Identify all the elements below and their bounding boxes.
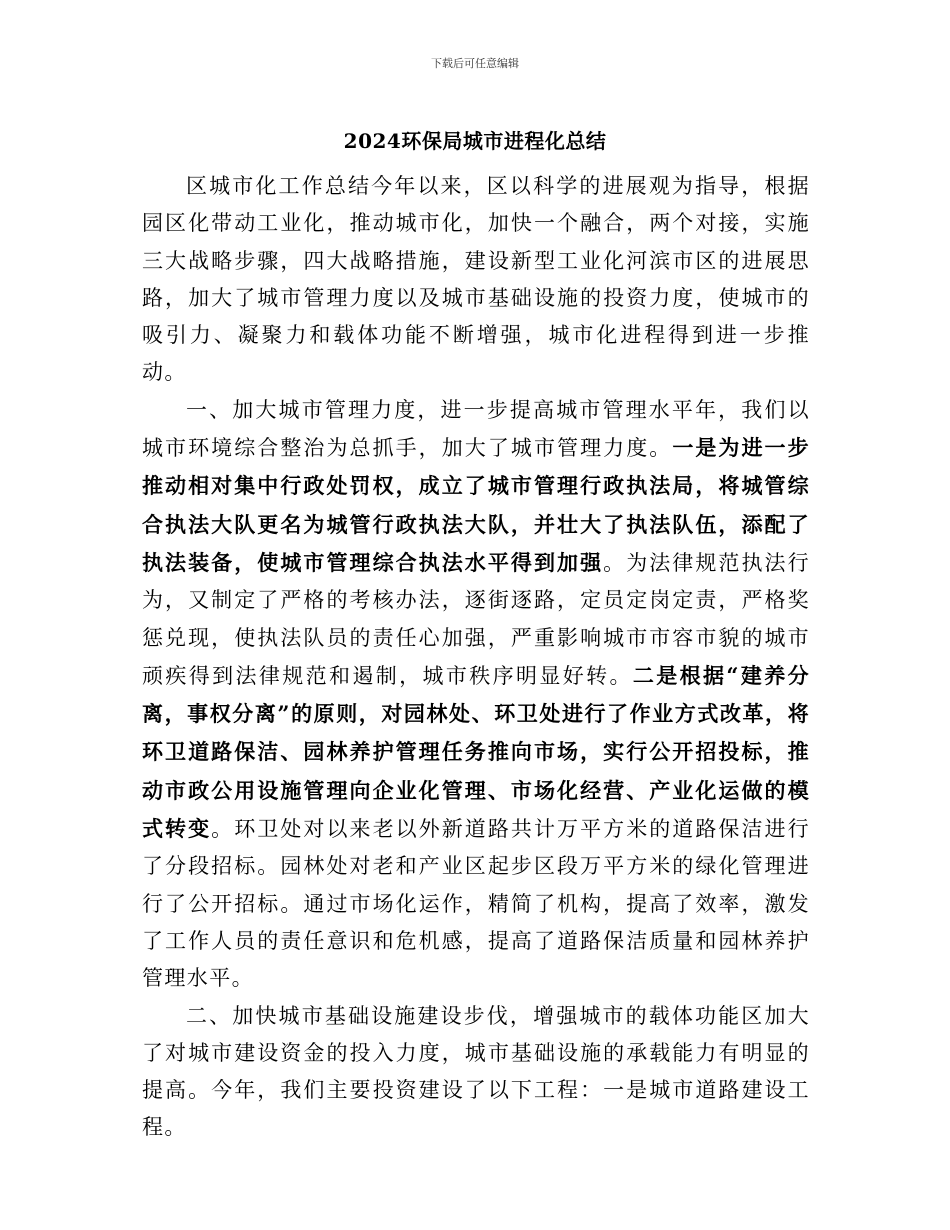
bold-text-segment: 二是根据“建养分离，事权分离”的原则，对园林处、环卫处进行了作业方式改革，将环卫道路保洁、园林养护管理任务推向市场，实行公开招投标，推动市政公用设施管理向企业化管理、市场化经营、产业化运做的模式转变 — [142, 662, 810, 842]
document-title: 2024环保局城市进程化总结 — [343, 129, 607, 153]
bold-text-segment: 一是为进一步推动相对集中行政处罚权，成立了城市管理行政执法局，将城管综合执法大队更名为城管行政执法大队，并壮大了执法队伍，添配了执法装备，使城市管理综合执法水平得到加强 — [142, 435, 810, 575]
text-segment: 。环卫处对以来老以外新道路共计万平方米的道路保洁进行了分段招标。园林处对老和产业区起步区段万平方米的绿化管理进行了公开招标。通过市场化运作，精简了机构，提高了效率，激发了工作人员的责任意识和危机感，提高了道路保洁质量和园林养护管理水平。 — [142, 817, 810, 991]
text-segment: 一、加大城市管理力度，进一步提高城市管理水平年，我们以城市环境综合整治为总抓手，加大了城市管理力度。 — [142, 397, 810, 461]
paragraph-intro — [142, 168, 810, 392]
header-note: 下载后可任意编辑 — [431, 57, 519, 70]
paragraph-section-1 — [142, 392, 810, 998]
paragraph-section-2 — [142, 998, 810, 1147]
document-body — [142, 168, 810, 1147]
text-segment: 二、加快城市基础设施建设步伐，增强城市的载体功能区加大了对城市建设资金的投入力度，城市基础设施的承载能力有明显的提高。今年，我们主要投资建设了以下工程：一是城市道路建设工程。 — [142, 1003, 810, 1140]
text-segment: 区城市化工作总结今年以来，区以科学的进展观为指导，根据园区化带动工业化，推动城市化，加快一个融合，两个对接，实施三大战略步骤，四大战略措施，建设新型工业化河滨市区的进展思路，加大了城市管理力度以及城市基础设施的投资力度，使城市的吸引力、凝聚力和载体功能不断增强，城市化进程得到进一步推动。 — [142, 174, 810, 385]
text-segment: 。为法律规范执法行为，又制定了严格的考核办法，逐街逐路，定员定岗定责，严格奖惩兑现，使执法队员的责任心加强，严重影响城市市容市貌的城市顽疾得到法律规范和遏制，城市秩序明显好转。 — [142, 550, 810, 688]
